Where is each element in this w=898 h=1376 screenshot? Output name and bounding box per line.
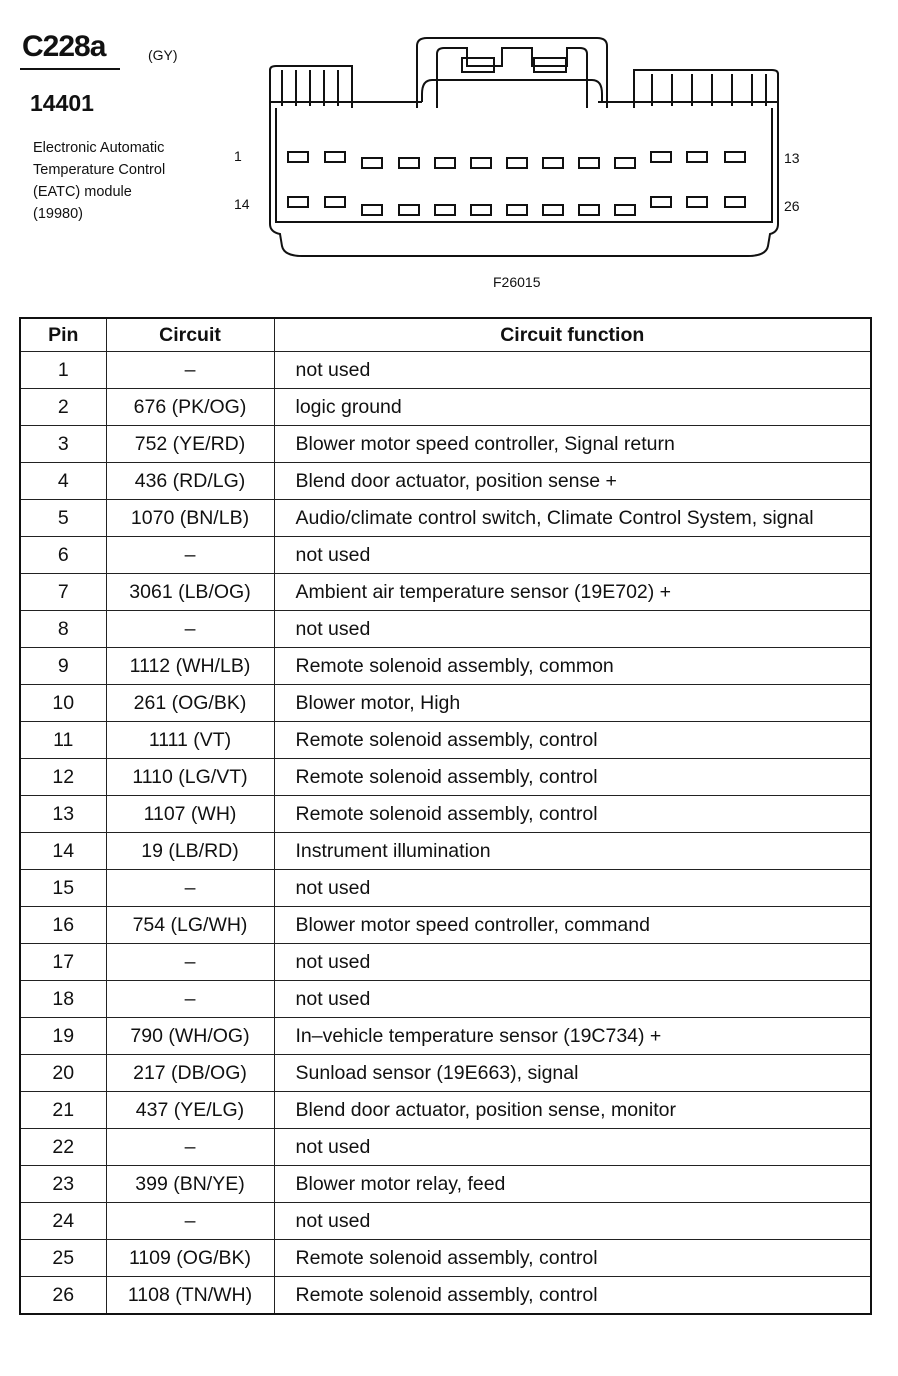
pin-cell: 24 — [20, 1203, 106, 1240]
table-header-row — [20, 318, 871, 352]
circuit-cell: 1070 (BN/LB) — [106, 500, 274, 537]
function-cell: Sunload sensor (19E663), signal — [274, 1055, 871, 1092]
part-number: 14401 — [30, 90, 94, 116]
pin-cell: 7 — [20, 574, 106, 611]
table-row — [20, 944, 871, 981]
circuit-cell: 261 (OG/BK) — [106, 685, 274, 722]
function-cell: not used — [274, 1129, 871, 1166]
table-row — [20, 833, 871, 870]
function-cell: In–vehicle temperature sensor (19C734) + — [274, 1018, 871, 1055]
function-cell: not used — [274, 981, 871, 1018]
circuit-cell: 217 (DB/OG) — [106, 1055, 274, 1092]
pin-cell: 13 — [20, 796, 106, 833]
pin-cell: 25 — [20, 1240, 106, 1277]
pin-label-top-right: 13 — [784, 150, 800, 166]
function-cell: Remote solenoid assembly, control — [274, 1240, 871, 1277]
table-row — [20, 1203, 871, 1240]
function-cell: not used — [274, 537, 871, 574]
circuit-cell: 1112 (WH/LB) — [106, 648, 274, 685]
pin-cell: 5 — [20, 500, 106, 537]
function-cell: Instrument illumination — [274, 833, 871, 870]
pin-cell: 1 — [20, 352, 106, 389]
circuit-cell: 437 (YE/LG) — [106, 1092, 274, 1129]
table-row — [20, 722, 871, 759]
pin-cell: 14 — [20, 833, 106, 870]
connector-color: (GY) — [148, 47, 178, 63]
table-row — [20, 537, 871, 574]
table-row — [20, 981, 871, 1018]
pin-cell: 21 — [20, 1092, 106, 1129]
function-cell: not used — [274, 870, 871, 907]
pin-cell: 17 — [20, 944, 106, 981]
pin-cell: 23 — [20, 1166, 106, 1203]
module-description-line: Electronic Automatic — [33, 140, 165, 156]
table-row — [20, 352, 871, 389]
pin-cell: 9 — [20, 648, 106, 685]
circuit-cell: 3061 (LB/OG) — [106, 574, 274, 611]
circuit-cell: 1108 (TN/WH) — [106, 1277, 274, 1315]
pin-cell: 4 — [20, 463, 106, 500]
circuit-cell: – — [106, 611, 274, 648]
table-row — [20, 907, 871, 944]
connector-id-underline — [20, 68, 120, 70]
pin-cell: 12 — [20, 759, 106, 796]
module-description-line: (EATC) module — [33, 184, 132, 200]
table-row — [20, 574, 871, 611]
table-row — [20, 611, 871, 648]
table-row — [20, 463, 871, 500]
circuit-cell: 1107 (WH) — [106, 796, 274, 833]
function-cell: not used — [274, 611, 871, 648]
module-description-line: (19980) — [33, 206, 83, 222]
function-cell: Blower motor speed controller, Signal return — [274, 426, 871, 463]
pin-cell: 15 — [20, 870, 106, 907]
circuit-cell: 399 (BN/YE) — [106, 1166, 274, 1203]
pin-cell: 22 — [20, 1129, 106, 1166]
circuit-cell: 436 (RD/LG) — [106, 463, 274, 500]
function-cell: Ambient air temperature sensor (19E702) + — [274, 574, 871, 611]
module-description-line: Temperature Control — [33, 162, 166, 178]
table-row — [20, 1240, 871, 1277]
circuit-cell: – — [106, 981, 274, 1018]
function-cell: Audio/climate control switch, Climate Control System, signal — [274, 500, 871, 537]
pin-cell: 20 — [20, 1055, 106, 1092]
pin-cell: 11 — [20, 722, 106, 759]
circuit-cell: 1110 (LG/VT) — [106, 759, 274, 796]
table-row — [20, 500, 871, 537]
function-cell: not used — [274, 352, 871, 389]
function-cell: Blower motor, High — [274, 685, 871, 722]
table-row — [20, 1092, 871, 1129]
circuit-cell: 752 (YE/RD) — [106, 426, 274, 463]
function-cell: Remote solenoid assembly, common — [274, 648, 871, 685]
pin-label-top-left: 1 — [234, 148, 242, 164]
circuit-cell: 1109 (OG/BK) — [106, 1240, 274, 1277]
function-cell: not used — [274, 1203, 871, 1240]
circuit-cell: 676 (PK/OG) — [106, 389, 274, 426]
pin-cell: 26 — [20, 1277, 106, 1315]
pin-cell: 6 — [20, 537, 106, 574]
pin-cell: 3 — [20, 426, 106, 463]
table-row — [20, 796, 871, 833]
function-cell: Blower motor relay, feed — [274, 1166, 871, 1203]
table-row — [20, 1018, 871, 1055]
pin-cell: 2 — [20, 389, 106, 426]
table-row — [20, 389, 871, 426]
function-cell: Remote solenoid assembly, control — [274, 1277, 871, 1315]
connector-diagram — [262, 32, 782, 262]
column-header-function: Circuit function — [274, 318, 871, 352]
table-row — [20, 759, 871, 796]
circuit-cell: – — [106, 352, 274, 389]
connector-id: C228a — [22, 30, 106, 63]
module-description — [33, 137, 208, 225]
pin-cell: 16 — [20, 907, 106, 944]
column-header-circuit: Circuit — [106, 318, 274, 352]
circuit-cell: – — [106, 870, 274, 907]
function-cell: not used — [274, 944, 871, 981]
pin-cell: 8 — [20, 611, 106, 648]
function-cell: Remote solenoid assembly, control — [274, 722, 871, 759]
column-header-pin: Pin — [20, 318, 106, 352]
pin-cell: 18 — [20, 981, 106, 1018]
function-cell: logic ground — [274, 389, 871, 426]
function-cell: Remote solenoid assembly, control — [274, 796, 871, 833]
function-cell: Blend door actuator, position sense + — [274, 463, 871, 500]
circuit-cell: – — [106, 1203, 274, 1240]
circuit-cell: – — [106, 1129, 274, 1166]
function-cell: Blower motor speed controller, command — [274, 907, 871, 944]
pin-label-bottom-right: 26 — [784, 198, 800, 214]
table-row — [20, 1166, 871, 1203]
table-row — [20, 648, 871, 685]
pinout-table — [19, 317, 872, 1315]
circuit-cell: – — [106, 537, 274, 574]
table-row — [20, 1129, 871, 1166]
table-row — [20, 1055, 871, 1092]
pin-label-bottom-left: 14 — [234, 196, 250, 212]
circuit-cell: – — [106, 944, 274, 981]
table-row — [20, 870, 871, 907]
pin-cell: 10 — [20, 685, 106, 722]
function-cell: Blend door actuator, position sense, monitor — [274, 1092, 871, 1129]
table-row — [20, 685, 871, 722]
pin-cell: 19 — [20, 1018, 106, 1055]
circuit-cell: 790 (WH/OG) — [106, 1018, 274, 1055]
function-cell: Remote solenoid assembly, control — [274, 759, 871, 796]
table-row — [20, 1277, 871, 1315]
circuit-cell: 754 (LG/WH) — [106, 907, 274, 944]
figure-code: F26015 — [493, 274, 541, 290]
circuit-cell: 1111 (VT) — [106, 722, 274, 759]
circuit-cell: 19 (LB/RD) — [106, 833, 274, 870]
table-row — [20, 426, 871, 463]
